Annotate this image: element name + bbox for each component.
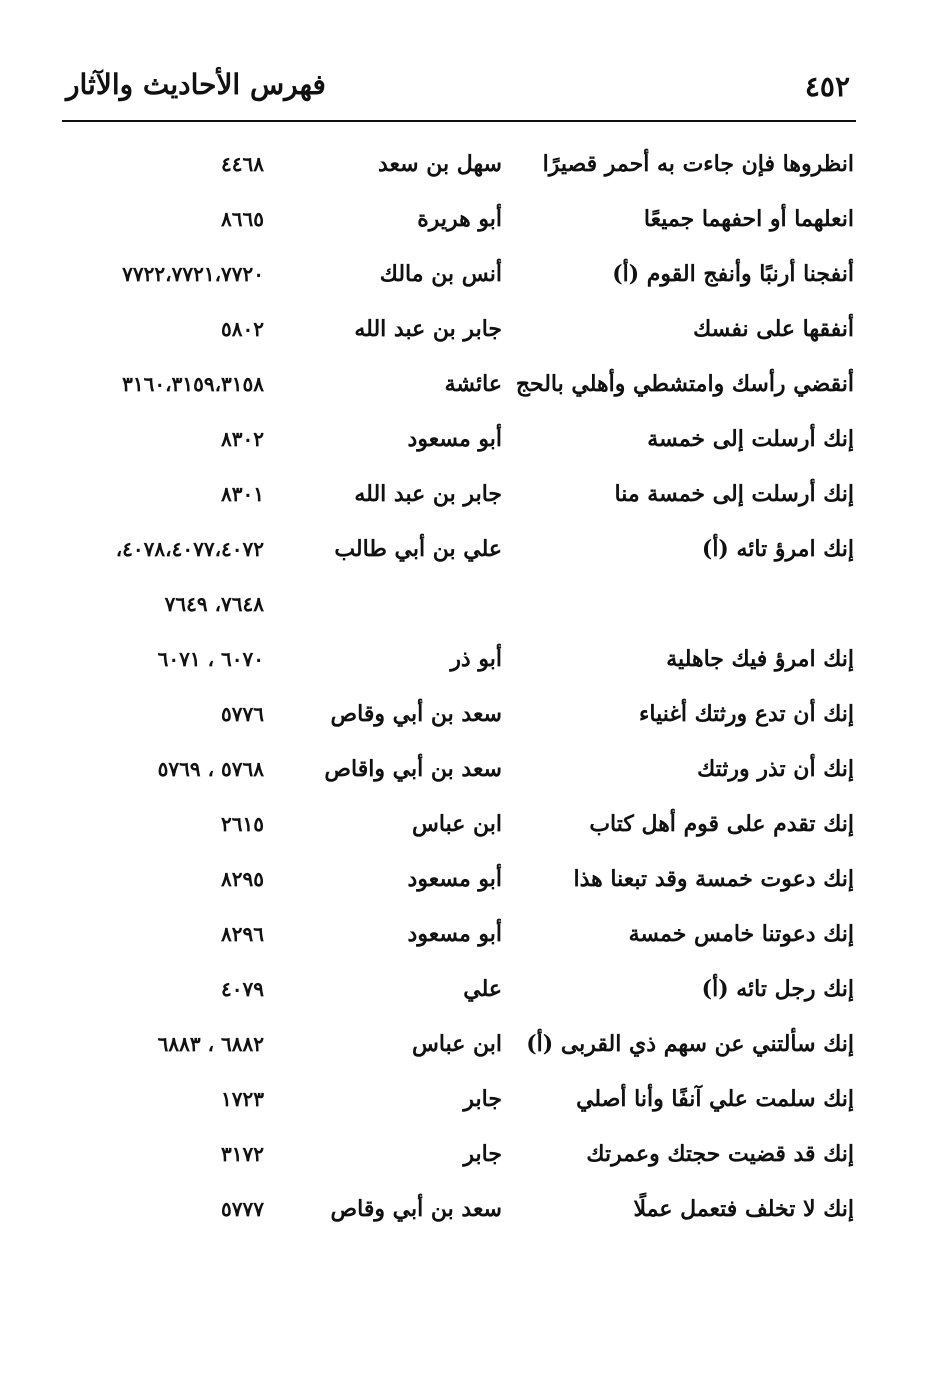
table-row (0, 1020, 932, 1075)
hadith-text: إنك رجل تائه (أ) (701, 976, 854, 1002)
hadith-numbers: ٥٨٠٢ (221, 317, 264, 341)
hadith-text: إنك أن تدع ورثتك أغنياء (639, 701, 854, 727)
narrator: أبو ذر (450, 646, 502, 672)
narrator: جابر (463, 1086, 502, 1112)
narrator: جابر (463, 1141, 502, 1167)
table-row (0, 1185, 932, 1240)
page-number: ٤٥٢ (804, 70, 850, 103)
hadith-text: إنك امرؤ فيك جاهلية (666, 646, 854, 672)
hadith-numbers: ٤٠٧٨،٤٠٧٧،٤٠٧٢، (115, 537, 264, 561)
hadith-numbers: ٤٠٧٩ (221, 977, 264, 1001)
narrator: سعد بن أبي واقاص (324, 756, 502, 782)
hadith-numbers: ٣١٦٠،٣١٥٩،٣١٥٨ (122, 372, 264, 396)
narrator: جابر بن عبد الله (354, 316, 502, 342)
narrator: أنس بن مالك (379, 261, 502, 287)
narrator: جابر بن عبد الله (354, 481, 502, 507)
hadith-text: إنك أرسلت إلى خمسة منا (614, 481, 854, 507)
hadith-text: إنك دعوت خمسة وقد تبعنا هذا (573, 866, 854, 892)
hadith-numbers: ٦٠٧٠ ، ٦٠٧١ (157, 647, 264, 671)
table-row (0, 965, 932, 1020)
hadith-numbers: ٨٣٠١ (221, 482, 264, 506)
hadith-numbers: ٥٧٧٦ (221, 702, 264, 726)
hadith-text: إنك دعوتنا خامس خمسة (628, 921, 854, 947)
hadith-text: أنفجنا أرنبًا وأنفج القوم (أ) (612, 261, 854, 287)
hadith-numbers: ٧٧٢٢،٧٧٢١،٧٧٢٠ (122, 262, 264, 286)
table-row (0, 1130, 932, 1185)
narrator: أبو مسعود (407, 866, 502, 892)
hadith-text: إنك سألتني عن سهم ذي القربى (أ) (526, 1031, 854, 1057)
narrator: سعد بن أبي وقاص (330, 1196, 502, 1222)
table-row (0, 580, 932, 635)
hadith-numbers: ٣١٧٢ (221, 1142, 264, 1166)
table-row (0, 525, 932, 580)
table-row (0, 1075, 932, 1130)
hadith-text: إنك أرسلت إلى خمسة (647, 426, 854, 452)
narrator: علي بن أبي طالب (334, 536, 502, 562)
hadith-numbers: ٥٧٦٨ ، ٥٧٦٩ (157, 757, 264, 781)
table-row (0, 415, 932, 470)
header-rule (62, 120, 856, 122)
table-row (0, 635, 932, 690)
hadith-numbers: ٨٢٩٥ (221, 867, 264, 891)
hadith-numbers: ٨٢٩٦ (221, 922, 264, 946)
table-row (0, 745, 932, 800)
narrator: علي (463, 976, 502, 1002)
table-row (0, 305, 932, 360)
hadith-numbers: ٨٦٦٥ (221, 207, 264, 231)
hadith-numbers: ٤٤٦٨ (221, 152, 264, 176)
table-row (0, 195, 932, 250)
hadith-text: إنك قد قضيت حجتك وعمرتك (586, 1141, 854, 1167)
narrator: سعد بن أبي وقاص (330, 701, 502, 727)
hadith-numbers: ٢٦١٥ (221, 812, 264, 836)
narrator: ابن عباس (412, 1031, 502, 1057)
hadith-text: إنك لا تخلف فتعمل عملًا (633, 1196, 854, 1222)
hadith-text: إنك امرؤ تائه (أ) (701, 536, 854, 562)
hadith-numbers: ٥٧٧٧ (221, 1197, 264, 1221)
hadith-text: أنقضي رأسك وامتشطي وأهلي بالحج (515, 371, 854, 397)
index-table (0, 140, 932, 1240)
page-header (62, 62, 856, 112)
table-row (0, 360, 932, 415)
narrator: سهل بن سعد (377, 151, 502, 177)
hadith-text: انظروها فإن جاءت به أحمر قصيرًا (542, 151, 854, 177)
hadith-numbers: ٨٣٠٢ (221, 427, 264, 451)
table-row (0, 910, 932, 965)
hadith-text: إنك تقدم على قوم أهل كتاب (589, 811, 854, 837)
hadith-text: إنك سلمت علي آنفًا وأنا أصلي (576, 1086, 854, 1112)
table-row (0, 470, 932, 525)
narrator: ابن عباس (412, 811, 502, 837)
table-row (0, 250, 932, 305)
page-title: فهرس الأحاديث والآثار (66, 68, 326, 101)
hadith-numbers: ٧٦٤٨، ٧٦٤٩ (164, 592, 264, 616)
hadith-numbers: ١٧٢٣ (221, 1087, 264, 1111)
hadith-text: انعلهما أو احفهما جميعًا (643, 206, 854, 232)
narrator: أبو مسعود (407, 921, 502, 947)
table-row (0, 690, 932, 745)
narrator: عائشة (444, 371, 502, 397)
hadith-text: أنفقها على نفسك (693, 316, 854, 342)
hadith-numbers: ٦٨٨٢ ، ٦٨٨٣ (157, 1032, 264, 1056)
hadith-text: إنك أن تذر ورثتك (697, 756, 854, 782)
narrator: أبو هريرة (417, 206, 502, 232)
table-row (0, 855, 932, 910)
table-row (0, 800, 932, 855)
table-row (0, 140, 932, 195)
narrator: أبو مسعود (407, 426, 502, 452)
